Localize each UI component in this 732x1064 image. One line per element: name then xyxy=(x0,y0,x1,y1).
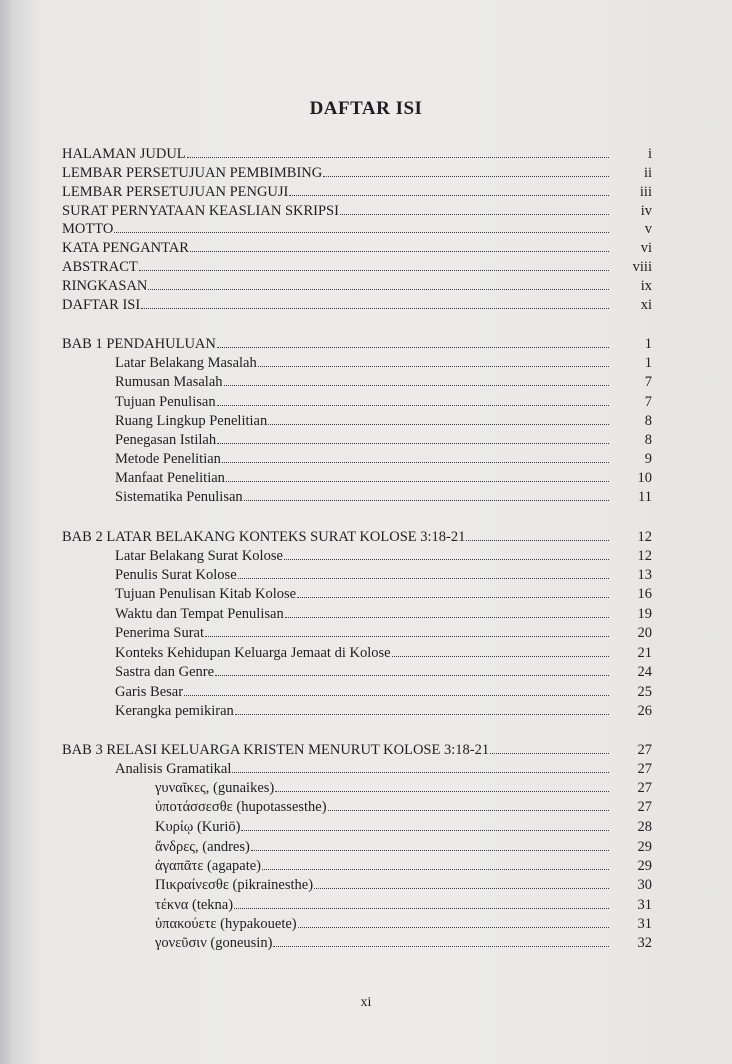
dot-leader xyxy=(340,202,609,215)
toc-entry-label: Tujuan Penulisan xyxy=(115,394,216,410)
toc-entry-label: Κυρίῳ (Kuriō) xyxy=(155,819,241,835)
toc-entry-label: KATA PENGANTAR xyxy=(62,240,189,256)
toc-section-entry xyxy=(115,683,612,702)
toc-section-entry xyxy=(115,373,612,392)
toc-entry-label: MOTTO xyxy=(62,221,114,237)
toc-entry-page: 9 xyxy=(644,451,652,467)
dot-leader xyxy=(205,624,609,637)
toc-entry-page: iv xyxy=(640,203,652,219)
toc-front-matter-entry xyxy=(62,277,612,296)
toc-subsection-entry xyxy=(155,779,612,798)
toc-entry-page: vi xyxy=(640,240,652,256)
dot-leader xyxy=(187,145,609,158)
dot-leader xyxy=(262,857,609,870)
dot-leader xyxy=(226,469,609,482)
toc-front-matter-entry xyxy=(62,164,612,183)
dot-leader xyxy=(275,779,609,792)
toc-entry-page: 27 xyxy=(637,761,652,777)
toc-entry-page: 30 xyxy=(637,877,652,893)
dot-leader xyxy=(234,896,609,909)
toc-entry-label: BAB 1 PENDAHULUAN xyxy=(62,336,216,352)
toc-front-matter-entry xyxy=(62,239,612,258)
toc-front-matter-entry xyxy=(62,145,612,164)
dot-leader xyxy=(232,760,609,773)
dot-leader xyxy=(114,220,609,233)
dot-leader xyxy=(148,277,609,290)
toc-section-entry xyxy=(115,431,612,450)
toc-entry-page: v xyxy=(644,221,652,237)
toc-section-entry xyxy=(115,393,612,412)
toc-entry-page: ii xyxy=(643,165,652,181)
toc-section-entry xyxy=(115,663,612,682)
toc-entry-label: SURAT PERNYATAAN KEASLIAN SKRIPSI xyxy=(62,203,339,219)
toc-entry-page: 27 xyxy=(637,780,652,796)
toc-entry-label: Latar Belakang Surat Kolose xyxy=(115,548,283,564)
dot-leader xyxy=(328,798,609,811)
toc-entry-page: 29 xyxy=(637,839,652,855)
toc-chapter-heading xyxy=(62,741,612,760)
toc-front-matter-entry xyxy=(62,258,612,277)
dot-leader xyxy=(235,702,609,715)
toc-section-entry xyxy=(115,450,612,469)
toc-front-matter-entry xyxy=(62,202,612,221)
toc-entry-page: 32 xyxy=(637,935,652,951)
toc-section-entry xyxy=(115,547,612,566)
toc-entry-label: ὑποτάσσεσθε (hupotassesthe) xyxy=(155,799,327,815)
dot-leader xyxy=(184,683,609,696)
dot-leader xyxy=(215,663,609,676)
toc-entry-label: τέκνα (tekna) xyxy=(155,897,234,913)
toc-entry-label: LEMBAR PERSETUJUAN PENGUJI xyxy=(62,184,289,200)
toc-section-entry xyxy=(115,585,612,604)
toc-entry-label: Manfaat Penelitian xyxy=(115,470,225,486)
dot-leader xyxy=(251,838,609,851)
toc-entry-label: ἀγαπᾶτε (agapate) xyxy=(155,858,261,874)
toc-entry-page: 26 xyxy=(637,703,652,719)
toc-entry-label: Analisis Gramatikal xyxy=(115,761,232,777)
dot-leader xyxy=(190,239,609,252)
toc-entry-page: 21 xyxy=(637,645,652,661)
toc-entry-label: Tujuan Penulisan Kitab Kolose xyxy=(115,586,297,602)
toc-entry-page: 24 xyxy=(637,664,652,680)
toc-subsection-entry xyxy=(155,838,612,857)
dot-leader xyxy=(297,585,609,598)
dot-leader xyxy=(217,335,609,348)
dot-leader xyxy=(323,164,609,177)
toc-entry-label: Metode Penelitian xyxy=(115,451,221,467)
toc-entry-label: BAB 3 RELASI KELUARGA KRISTEN MENURUT KOLOSE 3:18-21 xyxy=(62,742,490,758)
toc-entry-page: 19 xyxy=(637,606,652,622)
toc-subsection-entry xyxy=(155,896,612,915)
toc-entry-label: ὑπακούετε (hypakouete) xyxy=(155,916,297,932)
toc-entry-label: γονεῦσιν (goneusin) xyxy=(155,935,273,951)
dot-leader xyxy=(273,934,609,947)
toc-entry-page: 1 xyxy=(644,336,652,352)
toc-entry-label: BAB 2 LATAR BELAKANG KONTEKS SURAT KOLOSE 3:18-21 xyxy=(62,529,466,545)
toc-entry-label: Kerangka pemikiran xyxy=(115,703,234,719)
toc-entry-label: Konteks Kehidupan Keluarga Jemaat di Kolose xyxy=(115,645,391,661)
toc-entry-page: xi xyxy=(640,297,652,313)
toc-entry-label: Latar Belakang Masalah xyxy=(115,355,257,371)
dot-leader xyxy=(141,296,609,309)
toc-entry-label: γυναῖκες, (gunaikes) xyxy=(155,780,275,796)
toc-section-entry xyxy=(115,624,612,643)
toc-entry-page: 29 xyxy=(637,858,652,874)
toc-subsection-entry xyxy=(155,857,612,876)
toc-entry-page: 8 xyxy=(644,413,652,429)
toc-entry-label: HALAMAN JUDUL xyxy=(62,146,186,162)
toc-section-entry xyxy=(115,566,612,585)
toc-chapter-heading xyxy=(62,528,612,547)
toc-entry-page: 12 xyxy=(637,548,652,564)
toc-entry-label: Πικραίνεσθε (pikrainesthe) xyxy=(155,877,314,893)
toc-front-matter-entry xyxy=(62,183,612,202)
toc-entry-label: Penerima Surat xyxy=(115,625,204,641)
toc-entry-page: 10 xyxy=(637,470,652,486)
toc-entry-label: Penulis Surat Kolose xyxy=(115,567,237,583)
toc-subsection-entry xyxy=(155,798,612,817)
dot-leader xyxy=(217,431,609,444)
toc-entry-label: ABSTRACT xyxy=(62,259,138,275)
toc-entry-label: Rumusan Masalah xyxy=(115,374,223,390)
toc-entry-page: 31 xyxy=(637,916,652,932)
toc-entry-label: LEMBAR PERSETUJUAN PEMBIMBING xyxy=(62,165,323,181)
toc-section-entry xyxy=(115,702,612,721)
dot-leader xyxy=(244,488,609,501)
toc-section-entry xyxy=(115,469,612,488)
dot-leader xyxy=(241,818,609,831)
toc-subsection-entry xyxy=(155,915,612,934)
toc-entry-page: iii xyxy=(639,184,652,200)
toc-chapter-heading xyxy=(62,335,612,354)
toc-entry-label: Penegasan Istilah xyxy=(115,432,217,448)
toc-entry-page: 1 xyxy=(644,355,652,371)
toc-subsection-entry xyxy=(155,818,612,837)
toc-section-entry xyxy=(115,412,612,431)
toc-section-entry xyxy=(115,488,612,507)
toc-section-entry xyxy=(115,605,612,624)
toc-entry-page: 7 xyxy=(644,394,652,410)
toc-entry-label: Sastra dan Genre xyxy=(115,664,215,680)
dot-leader xyxy=(284,547,609,560)
toc-entry-page: 20 xyxy=(637,625,652,641)
toc-front-matter-entry xyxy=(62,220,612,239)
page-title: DAFTAR ISI xyxy=(309,98,423,119)
toc-entry-label: Garis Besar xyxy=(115,684,184,700)
toc-entry-label: Waktu dan Tempat Penulisan xyxy=(115,606,284,622)
toc-entry-page: 12 xyxy=(637,529,652,545)
dot-leader xyxy=(289,183,609,196)
toc-entry-label: Sistematika Penulisan xyxy=(115,489,243,505)
toc-subsection-entry xyxy=(155,934,612,953)
toc-entry-label: Ruang Lingkup Penelitian xyxy=(115,413,268,429)
toc-entry-page: viii xyxy=(632,259,652,275)
dot-leader xyxy=(285,605,609,618)
toc-entry-label: ἄνδρες, (andres) xyxy=(155,839,250,855)
dot-leader xyxy=(217,393,609,406)
dot-leader xyxy=(466,528,609,541)
toc-entry-page: 27 xyxy=(637,799,652,815)
dot-leader xyxy=(392,644,609,657)
dot-leader xyxy=(222,450,609,463)
toc-subsection-entry xyxy=(155,876,612,895)
toc-entry-page: 7 xyxy=(644,374,652,390)
toc-section-entry xyxy=(115,354,612,373)
toc-entry-page: 31 xyxy=(637,897,652,913)
toc-section-entry xyxy=(115,644,612,663)
dot-leader xyxy=(224,373,609,386)
dot-leader xyxy=(139,258,609,271)
toc-entry-page: 8 xyxy=(644,432,652,448)
toc-entry-label: RINGKASAN xyxy=(62,278,148,294)
toc-entry-page: 11 xyxy=(638,489,652,505)
dot-leader xyxy=(298,915,609,928)
toc-entry-page: 13 xyxy=(637,567,652,583)
dot-leader xyxy=(314,876,609,889)
toc-front-matter-entry xyxy=(62,296,612,315)
toc-entry-label: DAFTAR ISI xyxy=(62,297,141,313)
toc-entry-page: 16 xyxy=(637,586,652,602)
toc-entry-page: 27 xyxy=(637,742,652,758)
toc-entry-page: 28 xyxy=(637,819,652,835)
toc-entry-page: ix xyxy=(640,278,652,294)
toc-entry-page: 25 xyxy=(637,684,652,700)
toc-entry-page: i xyxy=(647,146,652,162)
toc-section-entry xyxy=(115,760,612,779)
dot-leader xyxy=(268,412,609,425)
page-number-footer: xi xyxy=(360,995,372,1010)
dot-leader xyxy=(258,354,609,367)
dot-leader xyxy=(238,566,609,579)
